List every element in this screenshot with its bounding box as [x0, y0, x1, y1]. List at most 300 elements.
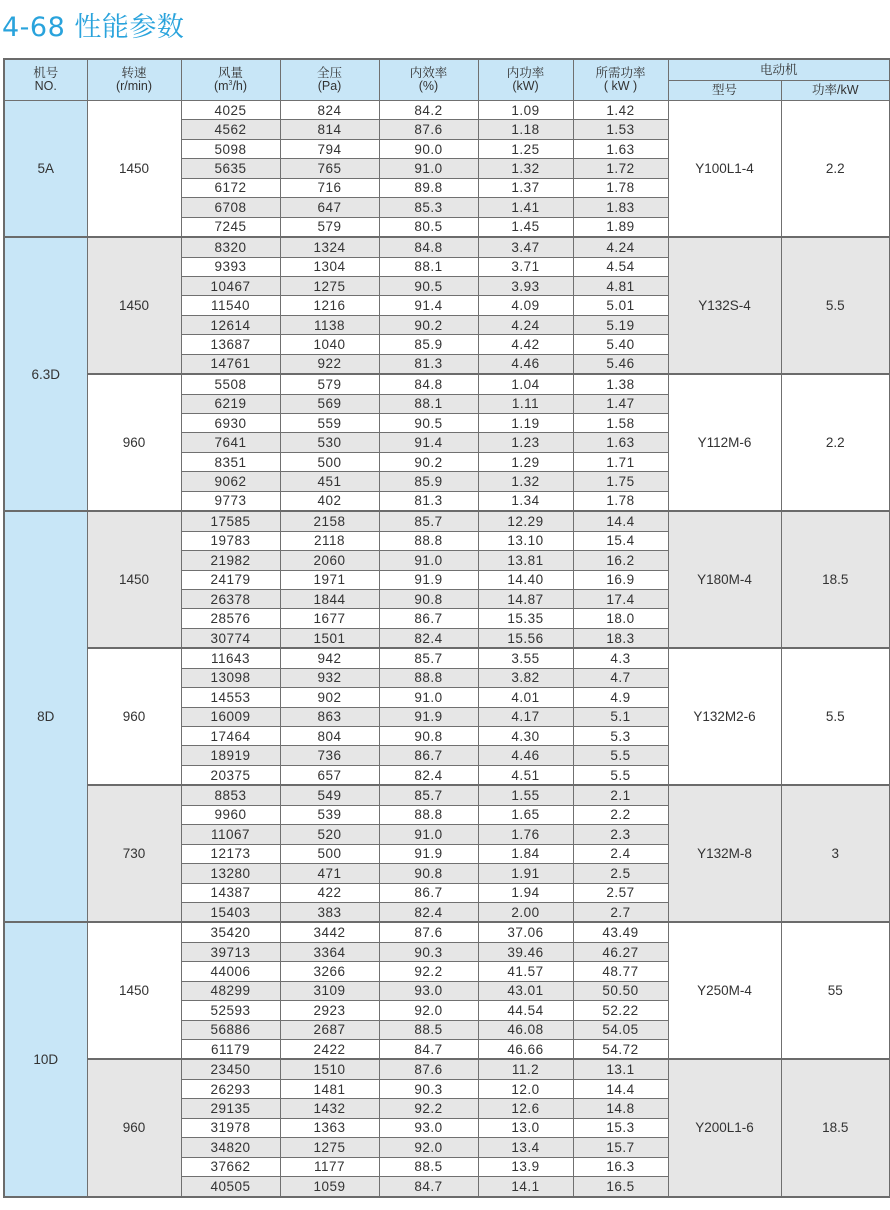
pressure-cell: 1275: [280, 276, 379, 295]
required-power-cell: 13.1: [573, 1059, 668, 1079]
motor-power-cell: 3: [781, 785, 890, 922]
flow-cell: 5635: [181, 159, 280, 178]
speed-cell: 1450: [87, 237, 181, 374]
header-no: [4, 59, 87, 101]
internal-power-cell: 4.42: [478, 335, 573, 354]
pressure-cell: 2923: [280, 1001, 379, 1020]
flow-cell: 34820: [181, 1138, 280, 1157]
efficiency-cell: 88.8: [379, 531, 478, 550]
pressure-cell: 2118: [280, 531, 379, 550]
efficiency-cell: 85.7: [379, 511, 478, 531]
flow-cell: 6219: [181, 394, 280, 413]
internal-power-cell: 1.09: [478, 101, 573, 120]
motor-model-cell: Y132M-8: [668, 785, 781, 922]
pressure-cell: 559: [280, 414, 379, 433]
pressure-cell: 1040: [280, 335, 379, 354]
efficiency-cell: 91.4: [379, 433, 478, 452]
flow-cell: 11067: [181, 825, 280, 844]
efficiency-cell: 91.0: [379, 159, 478, 178]
efficiency-cell: 86.7: [379, 609, 478, 628]
pressure-cell: 3266: [280, 962, 379, 981]
required-power-cell: 2.2: [573, 805, 668, 824]
pressure-cell: 1216: [280, 296, 379, 315]
internal-power-cell: 11.2: [478, 1059, 573, 1079]
efficiency-cell: 82.4: [379, 628, 478, 648]
header-flow: [181, 59, 280, 101]
header-required-power-en: ( kW ): [603, 79, 638, 93]
flow-cell: 17464: [181, 727, 280, 746]
internal-power-cell: 14.87: [478, 589, 573, 608]
efficiency-cell: 84.2: [379, 101, 478, 120]
motor-power-cell: 5.5: [781, 648, 890, 785]
internal-power-cell: 1.84: [478, 844, 573, 863]
required-power-cell: 1.53: [573, 120, 668, 139]
efficiency-cell: 85.9: [379, 335, 478, 354]
internal-power-cell: 12.6: [478, 1099, 573, 1118]
flow-cell: 13687: [181, 335, 280, 354]
fan-number-cell: 10D: [4, 922, 87, 1196]
table-row: [4, 922, 890, 942]
flow-cell: 7641: [181, 433, 280, 452]
flow-cell: 15403: [181, 902, 280, 922]
header-no-cn: 机号: [33, 66, 59, 80]
internal-power-cell: 12.29: [478, 511, 573, 531]
efficiency-cell: 91.0: [379, 551, 478, 570]
efficiency-cell: 81.3: [379, 491, 478, 511]
pressure-cell: 804: [280, 727, 379, 746]
pressure-cell: 657: [280, 765, 379, 785]
table-row: [4, 1059, 890, 1079]
internal-power-cell: 13.10: [478, 531, 573, 550]
table-row: [4, 785, 890, 805]
required-power-cell: 16.2: [573, 551, 668, 570]
speed-cell: 730: [87, 785, 181, 922]
required-power-cell: 15.4: [573, 531, 668, 550]
internal-power-cell: 14.1: [478, 1177, 573, 1197]
flow-cell: 6172: [181, 178, 280, 197]
internal-power-cell: 13.0: [478, 1118, 573, 1137]
pressure-cell: 579: [280, 374, 379, 394]
required-power-cell: 5.5: [573, 765, 668, 785]
pressure-cell: 716: [280, 178, 379, 197]
flow-cell: 6708: [181, 198, 280, 217]
required-power-cell: 1.47: [573, 394, 668, 413]
flow-cell: 8853: [181, 785, 280, 805]
internal-power-cell: 4.09: [478, 296, 573, 315]
internal-power-cell: 44.54: [478, 1001, 573, 1020]
required-power-cell: 5.3: [573, 727, 668, 746]
required-power-cell: 1.75: [573, 472, 668, 491]
flow-cell: 61179: [181, 1040, 280, 1060]
efficiency-cell: 88.1: [379, 394, 478, 413]
pressure-cell: 530: [280, 433, 379, 452]
header-efficiency: [379, 59, 478, 101]
table-body: [4, 101, 890, 1197]
pressure-cell: 2158: [280, 511, 379, 531]
internal-power-cell: 13.9: [478, 1157, 573, 1176]
internal-power-cell: 3.47: [478, 237, 573, 257]
efficiency-cell: 85.7: [379, 648, 478, 668]
efficiency-cell: 91.9: [379, 844, 478, 863]
motor-power-cell: 18.5: [781, 1059, 890, 1196]
efficiency-cell: 89.8: [379, 178, 478, 197]
speed-cell: 1450: [87, 922, 181, 1059]
efficiency-cell: 90.2: [379, 452, 478, 471]
flow-cell: 31978: [181, 1118, 280, 1137]
flow-cell: 29135: [181, 1099, 280, 1118]
required-power-cell: 16.9: [573, 570, 668, 589]
required-power-cell: 4.81: [573, 276, 668, 295]
efficiency-cell: 91.9: [379, 570, 478, 589]
internal-power-cell: 1.41: [478, 198, 573, 217]
flow-cell: 11643: [181, 648, 280, 668]
internal-power-cell: 4.46: [478, 354, 573, 374]
required-power-cell: 1.72: [573, 159, 668, 178]
efficiency-cell: 87.6: [379, 922, 478, 942]
motor-power-cell: 2.2: [781, 374, 890, 511]
flow-cell: 7245: [181, 217, 280, 237]
internal-power-cell: 1.25: [478, 139, 573, 158]
efficiency-cell: 84.7: [379, 1040, 478, 1060]
required-power-cell: 2.57: [573, 883, 668, 902]
flow-cell: 8351: [181, 452, 280, 471]
pressure-cell: 1324: [280, 237, 379, 257]
table-row: [4, 511, 890, 531]
header-speed-cn: 转速: [121, 66, 147, 80]
internal-power-cell: 14.40: [478, 570, 573, 589]
flow-cell: 18919: [181, 746, 280, 765]
efficiency-cell: 87.6: [379, 1059, 478, 1079]
page-title: 4-68 性能参数: [2, 12, 185, 43]
required-power-cell: 4.24: [573, 237, 668, 257]
flow-cell: 14761: [181, 354, 280, 374]
internal-power-cell: 15.35: [478, 609, 573, 628]
internal-power-cell: 1.65: [478, 805, 573, 824]
pressure-cell: 549: [280, 785, 379, 805]
pressure-cell: 922: [280, 354, 379, 374]
motor-power-cell: 5.5: [781, 237, 890, 374]
efficiency-cell: 80.5: [379, 217, 478, 237]
flow-cell: 35420: [181, 922, 280, 942]
efficiency-cell: 91.9: [379, 707, 478, 726]
header-required-power-cn: 所需功率: [595, 66, 646, 80]
table-row: [4, 101, 890, 120]
required-power-cell: 2.5: [573, 864, 668, 883]
required-power-cell: 15.3: [573, 1118, 668, 1137]
speed-cell: 960: [87, 648, 181, 785]
pressure-cell: 2060: [280, 551, 379, 570]
flow-cell: 39713: [181, 942, 280, 961]
pressure-cell: 569: [280, 394, 379, 413]
pressure-cell: 1363: [280, 1118, 379, 1137]
efficiency-cell: 90.2: [379, 315, 478, 334]
efficiency-cell: 81.3: [379, 354, 478, 374]
header-pressure: [280, 59, 379, 101]
pressure-cell: 500: [280, 452, 379, 471]
pressure-cell: 539: [280, 805, 379, 824]
flow-cell: 4562: [181, 120, 280, 139]
internal-power-cell: 1.76: [478, 825, 573, 844]
motor-model-cell: Y100L1-4: [668, 101, 781, 238]
flow-cell: 19783: [181, 531, 280, 550]
flow-cell: 5098: [181, 139, 280, 158]
efficiency-cell: 91.0: [379, 688, 478, 707]
header-pressure-cn: 全压: [316, 66, 342, 80]
pressure-cell: 2422: [280, 1040, 379, 1060]
internal-power-cell: 1.45: [478, 217, 573, 237]
efficiency-cell: 87.6: [379, 120, 478, 139]
required-power-cell: 1.83: [573, 198, 668, 217]
pressure-cell: 3109: [280, 981, 379, 1000]
table-row: [4, 648, 890, 668]
required-power-cell: 50.50: [573, 981, 668, 1000]
required-power-cell: 2.1: [573, 785, 668, 805]
flow-cell: 24179: [181, 570, 280, 589]
header-motor-model: 型号: [668, 81, 781, 101]
header-speed: [87, 59, 181, 101]
efficiency-cell: 91.0: [379, 825, 478, 844]
internal-power-cell: 39.46: [478, 942, 573, 961]
fan-number-cell: 6.3D: [4, 237, 87, 511]
efficiency-cell: 90.3: [379, 942, 478, 961]
header-required-power: [573, 59, 668, 101]
internal-power-cell: 3.55: [478, 648, 573, 668]
table-header: [4, 59, 890, 101]
table-row: [4, 374, 890, 394]
required-power-cell: 2.4: [573, 844, 668, 863]
pressure-cell: 471: [280, 864, 379, 883]
header-efficiency-cn: 内效率: [409, 66, 448, 80]
efficiency-cell: 88.8: [379, 805, 478, 824]
internal-power-cell: 4.51: [478, 765, 573, 785]
motor-power-cell: 55: [781, 922, 890, 1059]
internal-power-cell: 4.46: [478, 746, 573, 765]
header-pressure-en: (Pa): [317, 79, 342, 93]
pressure-cell: 1481: [280, 1079, 379, 1098]
efficiency-cell: 93.0: [379, 981, 478, 1000]
required-power-cell: 14.8: [573, 1099, 668, 1118]
internal-power-cell: 1.32: [478, 159, 573, 178]
pressure-cell: 402: [280, 491, 379, 511]
internal-power-cell: 4.17: [478, 707, 573, 726]
internal-power-cell: 46.66: [478, 1040, 573, 1060]
efficiency-cell: 88.1: [379, 257, 478, 276]
flow-cell: 14553: [181, 688, 280, 707]
pressure-cell: 1501: [280, 628, 379, 648]
required-power-cell: 18.3: [573, 628, 668, 648]
flow-cell: 11540: [181, 296, 280, 315]
efficiency-cell: 90.5: [379, 276, 478, 295]
pressure-cell: 422: [280, 883, 379, 902]
pressure-cell: 3442: [280, 922, 379, 942]
pressure-cell: 1059: [280, 1177, 379, 1197]
flow-cell: 10467: [181, 276, 280, 295]
required-power-cell: 2.7: [573, 902, 668, 922]
pressure-cell: 647: [280, 198, 379, 217]
motor-model-cell: Y132S-4: [668, 237, 781, 374]
efficiency-cell: 90.3: [379, 1079, 478, 1098]
flow-cell: 9062: [181, 472, 280, 491]
required-power-cell: 18.0: [573, 609, 668, 628]
flow-cell: 9773: [181, 491, 280, 511]
pressure-cell: 765: [280, 159, 379, 178]
pressure-cell: 1304: [280, 257, 379, 276]
required-power-cell: 5.46: [573, 354, 668, 374]
required-power-cell: 4.9: [573, 688, 668, 707]
internal-power-cell: 3.82: [478, 668, 573, 687]
header-internal-power: [478, 59, 573, 101]
required-power-cell: 54.05: [573, 1020, 668, 1039]
efficiency-cell: 88.8: [379, 668, 478, 687]
required-power-cell: 4.7: [573, 668, 668, 687]
efficiency-cell: 84.8: [379, 374, 478, 394]
flow-cell: 17585: [181, 511, 280, 531]
flow-cell: 13098: [181, 668, 280, 687]
pressure-cell: 500: [280, 844, 379, 863]
pressure-cell: 451: [280, 472, 379, 491]
flow-cell: 16009: [181, 707, 280, 726]
pressure-cell: 932: [280, 668, 379, 687]
header-speed-en: (r/min): [115, 79, 153, 93]
flow-cell: 12173: [181, 844, 280, 863]
required-power-cell: 15.7: [573, 1138, 668, 1157]
efficiency-cell: 90.8: [379, 727, 478, 746]
header-flow-cn: 风量: [217, 66, 243, 80]
required-power-cell: 1.78: [573, 178, 668, 197]
speed-cell: 1450: [87, 101, 181, 238]
internal-power-cell: 41.57: [478, 962, 573, 981]
pressure-cell: 736: [280, 746, 379, 765]
pressure-cell: 942: [280, 648, 379, 668]
efficiency-cell: 90.0: [379, 139, 478, 158]
flow-cell: 26378: [181, 589, 280, 608]
efficiency-cell: 82.4: [379, 902, 478, 922]
pressure-cell: 794: [280, 139, 379, 158]
internal-power-cell: 1.34: [478, 491, 573, 511]
required-power-cell: 1.42: [573, 101, 668, 120]
speed-cell: 1450: [87, 511, 181, 648]
header-efficiency-en: (%): [418, 79, 439, 93]
internal-power-cell: 46.08: [478, 1020, 573, 1039]
required-power-cell: 52.22: [573, 1001, 668, 1020]
internal-power-cell: 1.23: [478, 433, 573, 452]
required-power-cell: 43.49: [573, 922, 668, 942]
motor-model-cell: Y180M-4: [668, 511, 781, 648]
required-power-cell: 54.72: [573, 1040, 668, 1060]
flow-cell: 23450: [181, 1059, 280, 1079]
required-power-cell: 5.5: [573, 746, 668, 765]
flow-cell: 9393: [181, 257, 280, 276]
internal-power-cell: 1.18: [478, 120, 573, 139]
fan-number-cell: 8D: [4, 511, 87, 922]
fan-number-cell: 5A: [4, 101, 87, 238]
required-power-cell: 14.4: [573, 1079, 668, 1098]
efficiency-cell: 88.5: [379, 1157, 478, 1176]
internal-power-cell: 4.30: [478, 727, 573, 746]
required-power-cell: 5.19: [573, 315, 668, 334]
pressure-cell: 2687: [280, 1020, 379, 1039]
flow-cell: 30774: [181, 628, 280, 648]
table-row: [4, 237, 890, 257]
required-power-cell: 2.3: [573, 825, 668, 844]
internal-power-cell: 43.01: [478, 981, 573, 1000]
internal-power-cell: 1.37: [478, 178, 573, 197]
flow-cell: 9960: [181, 805, 280, 824]
required-power-cell: 1.63: [573, 139, 668, 158]
internal-power-cell: 1.19: [478, 414, 573, 433]
pressure-cell: 1971: [280, 570, 379, 589]
efficiency-cell: 91.4: [379, 296, 478, 315]
pressure-cell: 1275: [280, 1138, 379, 1157]
header-internal-power-cn: 内功率: [506, 66, 545, 80]
flow-cell: 37662: [181, 1157, 280, 1176]
pressure-cell: 1677: [280, 609, 379, 628]
flow-cell: 5508: [181, 374, 280, 394]
internal-power-cell: 4.01: [478, 688, 573, 707]
pressure-cell: 3364: [280, 942, 379, 961]
required-power-cell: 1.78: [573, 491, 668, 511]
internal-power-cell: 2.00: [478, 902, 573, 922]
required-power-cell: 1.38: [573, 374, 668, 394]
internal-power-cell: 4.24: [478, 315, 573, 334]
efficiency-cell: 84.7: [379, 1177, 478, 1197]
required-power-cell: 4.3: [573, 648, 668, 668]
efficiency-cell: 93.0: [379, 1118, 478, 1137]
header-flow-en: $(m^3/h)$: [213, 79, 248, 93]
flow-cell: 56886: [181, 1020, 280, 1039]
flow-cell: 8320: [181, 237, 280, 257]
pressure-cell: 579: [280, 217, 379, 237]
internal-power-cell: 3.93: [478, 276, 573, 295]
efficiency-cell: 86.7: [379, 883, 478, 902]
required-power-cell: 46.27: [573, 942, 668, 961]
flow-cell: 44006: [181, 962, 280, 981]
motor-model-cell: Y132M2-6: [668, 648, 781, 785]
pressure-cell: 1177: [280, 1157, 379, 1176]
efficiency-cell: 92.0: [379, 1001, 478, 1020]
pressure-cell: 824: [280, 101, 379, 120]
internal-power-cell: 1.32: [478, 472, 573, 491]
header-no-en: NO.: [34, 79, 57, 93]
motor-power-cell: 18.5: [781, 511, 890, 648]
flow-cell: 48299: [181, 981, 280, 1000]
required-power-cell: 1.89: [573, 217, 668, 237]
efficiency-cell: 92.0: [379, 1138, 478, 1157]
efficiency-cell: 84.8: [379, 237, 478, 257]
internal-power-cell: 1.94: [478, 883, 573, 902]
performance-table: [3, 58, 890, 1198]
required-power-cell: 1.71: [573, 452, 668, 471]
internal-power-cell: 1.29: [478, 452, 573, 471]
internal-power-cell: 1.11: [478, 394, 573, 413]
motor-power-cell: 2.2: [781, 101, 890, 238]
efficiency-cell: 92.2: [379, 1099, 478, 1118]
flow-cell: 26293: [181, 1079, 280, 1098]
header-internal-power-en: (kW): [512, 79, 539, 93]
flow-cell: 13280: [181, 864, 280, 883]
required-power-cell: 5.40: [573, 335, 668, 354]
required-power-cell: 16.5: [573, 1177, 668, 1197]
motor-model-cell: Y200L1-6: [668, 1059, 781, 1196]
internal-power-cell: 1.55: [478, 785, 573, 805]
flow-cell: 52593: [181, 1001, 280, 1020]
flow-cell: 21982: [181, 551, 280, 570]
pressure-cell: 863: [280, 707, 379, 726]
efficiency-cell: 86.7: [379, 746, 478, 765]
internal-power-cell: 1.04: [478, 374, 573, 394]
flow-cell: 20375: [181, 765, 280, 785]
speed-cell: 960: [87, 1059, 181, 1196]
